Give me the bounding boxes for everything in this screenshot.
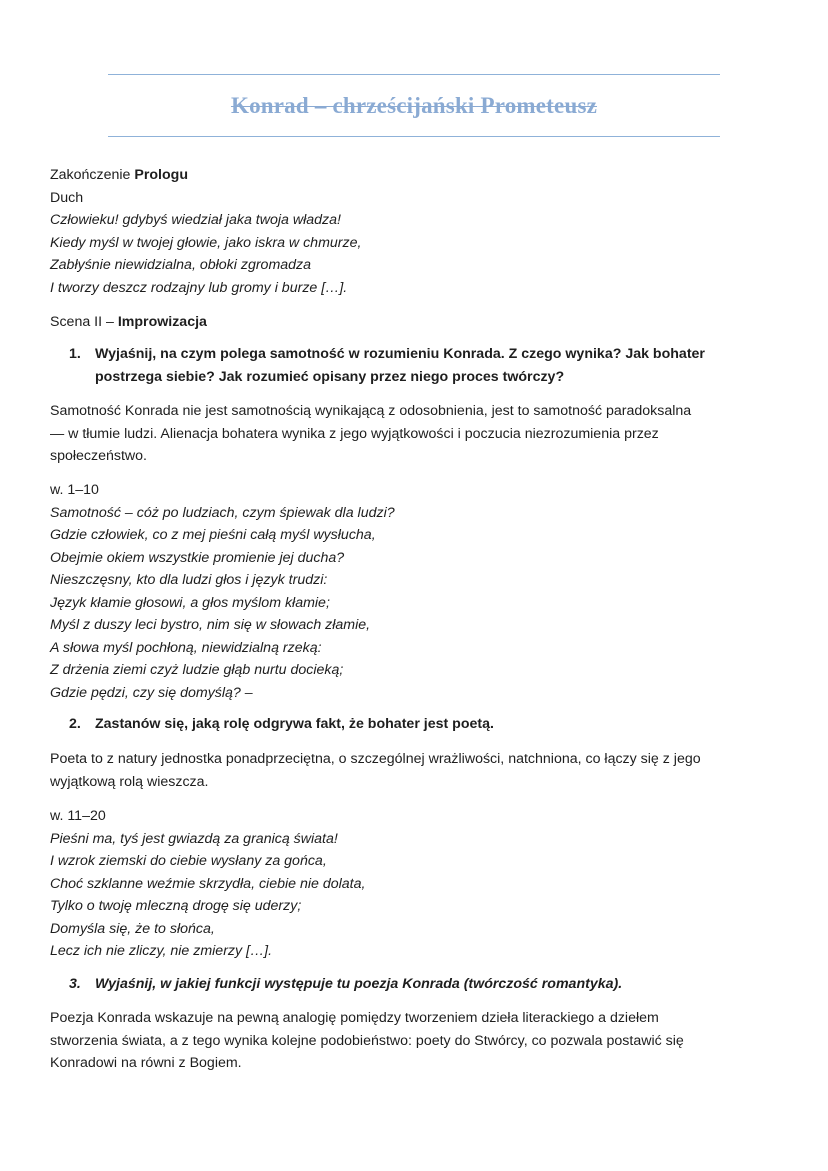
prologue-heading: Zakończenie Prologu (50, 167, 188, 183)
excerpt-verse: Nieszczęsny, kto dla ludzi głos i język trudzi: (50, 572, 328, 588)
question-number: 1. (69, 346, 81, 362)
answer-line: wyjątkową rolą wieszcza. (50, 773, 209, 790)
title-bottom-rule (108, 136, 720, 137)
answer-line: Poezja Konrada wskazuje na pewną analogię pomiędzy tworzeniem dzieła literackiego a dziełem (50, 1010, 659, 1026)
question-number: 3. (69, 976, 81, 992)
excerpt-verse: Lecz ich nie zliczy, nie zmierzy […]. (50, 943, 273, 959)
prologue-verse: Człowieku! gdybyś wiedział jaka twoja władza! (50, 212, 341, 228)
verse-reference: w. 11–20 (50, 808, 106, 824)
question-text: postrzega siebie? Jak rozumieć opisany przez niego proces twórczy? (95, 368, 565, 385)
excerpt-verse: I wzrok ziemski do ciebie wysłany za gońca, (50, 853, 327, 869)
question-text: Zastanów się, jaką rolę odgrywa fakt, że bohater jest poetą. (95, 716, 494, 732)
verse-reference: w. 1–10 (50, 482, 99, 498)
document-title: Konrad – chrześcijański Prometeusz (230, 93, 598, 118)
excerpt-verse: A słowa myśl pochłoną, niewidzialną rzeką: (50, 639, 322, 656)
answer-line: — w tłumie ludzi. Alienacja bohatera wynika z jego wyjątkowości i poczucia niezrozumienia przez (50, 425, 659, 442)
excerpt-verse: Gdzie człowiek, co z mej pieśni całą myśl wysłucha, (50, 527, 376, 543)
answer-line: społeczeństwo. (50, 448, 147, 464)
answer-1 (50, 400, 780, 468)
excerpt-2 (50, 805, 780, 963)
excerpt-verse: Myśl z duszy leci bystro, nim się w słowach złamie, (50, 617, 371, 633)
prologue-verse: I tworzy deszcz rodzajny lub gromy i burze […]. (50, 279, 348, 296)
answer-line: stworzenia świata, a z tego wynika kolejne podobieństwo: poety do Stwórcy, co pozwala postawić się (50, 1032, 684, 1049)
excerpt-verse: Z drżenia ziemi czyż ludzie głąb nurtu docieką; (50, 662, 344, 678)
excerpt-verse: Domyśla się, że to słońca, (50, 920, 215, 937)
question-number: 2. (69, 716, 81, 732)
answer-line: Poeta to z natury jednostka ponadprzeciętna, o szczególnej wrażliwości, natchniona, co łączy się z jego (50, 751, 701, 767)
question-3 (69, 973, 769, 996)
prologue-verse: Zabłyśnie niewidzialna, obłoki zgromadza (50, 257, 312, 273)
excerpt-verse: Obejmie okiem wszystkie promienie jej ducha? (50, 549, 345, 566)
answer-2 (50, 748, 780, 793)
question-text: Wyjaśnij, w jakiej funkcji występuje tu poezja Konrada (twórczość romantyka). (95, 976, 623, 992)
question-1 (69, 343, 769, 388)
prologue-section (50, 164, 780, 299)
scene-heading: Scena II – Improwizacja (50, 314, 207, 330)
excerpt-verse: Język kłamie głosowi, a głos myślom kłamie; (50, 594, 330, 611)
question-2 (69, 713, 769, 736)
excerpt-verse: Samotność – cóż po ludziach, czym śpiewak dla ludzi? (50, 504, 395, 521)
excerpt-verse: Choć szklanne weźmie skrzydła, ciebie nie dolata, (50, 875, 366, 892)
prologue-speaker: Duch (50, 189, 84, 206)
title-top-rule (108, 74, 720, 75)
question-text: Wyjaśnij, na czym polega samotność w rozumieniu Konrada. Z czego wynika? Jak bohater (95, 346, 705, 362)
excerpt-1 (50, 479, 780, 704)
excerpt-verse: Pieśni ma, tyś jest gwiazdą za granicą świata! (50, 830, 338, 847)
prologue-verse: Kiedy myśl w twojej głowie, jako iskra w chmurze, (50, 234, 362, 251)
excerpt-verse: Gdzie pędzi, czy się domyślą? – (50, 684, 253, 701)
answer-line: Samotność Konrada nie jest samotnością wynikającą z odosobnienia, jest to samotność paradoksalna (50, 403, 692, 419)
excerpt-verse: Tylko o twoję mleczną drogę się uderzy; (50, 898, 302, 914)
answer-line: Konradowi na równi z Bogiem. (50, 1055, 242, 1071)
answer-3 (50, 1007, 780, 1075)
